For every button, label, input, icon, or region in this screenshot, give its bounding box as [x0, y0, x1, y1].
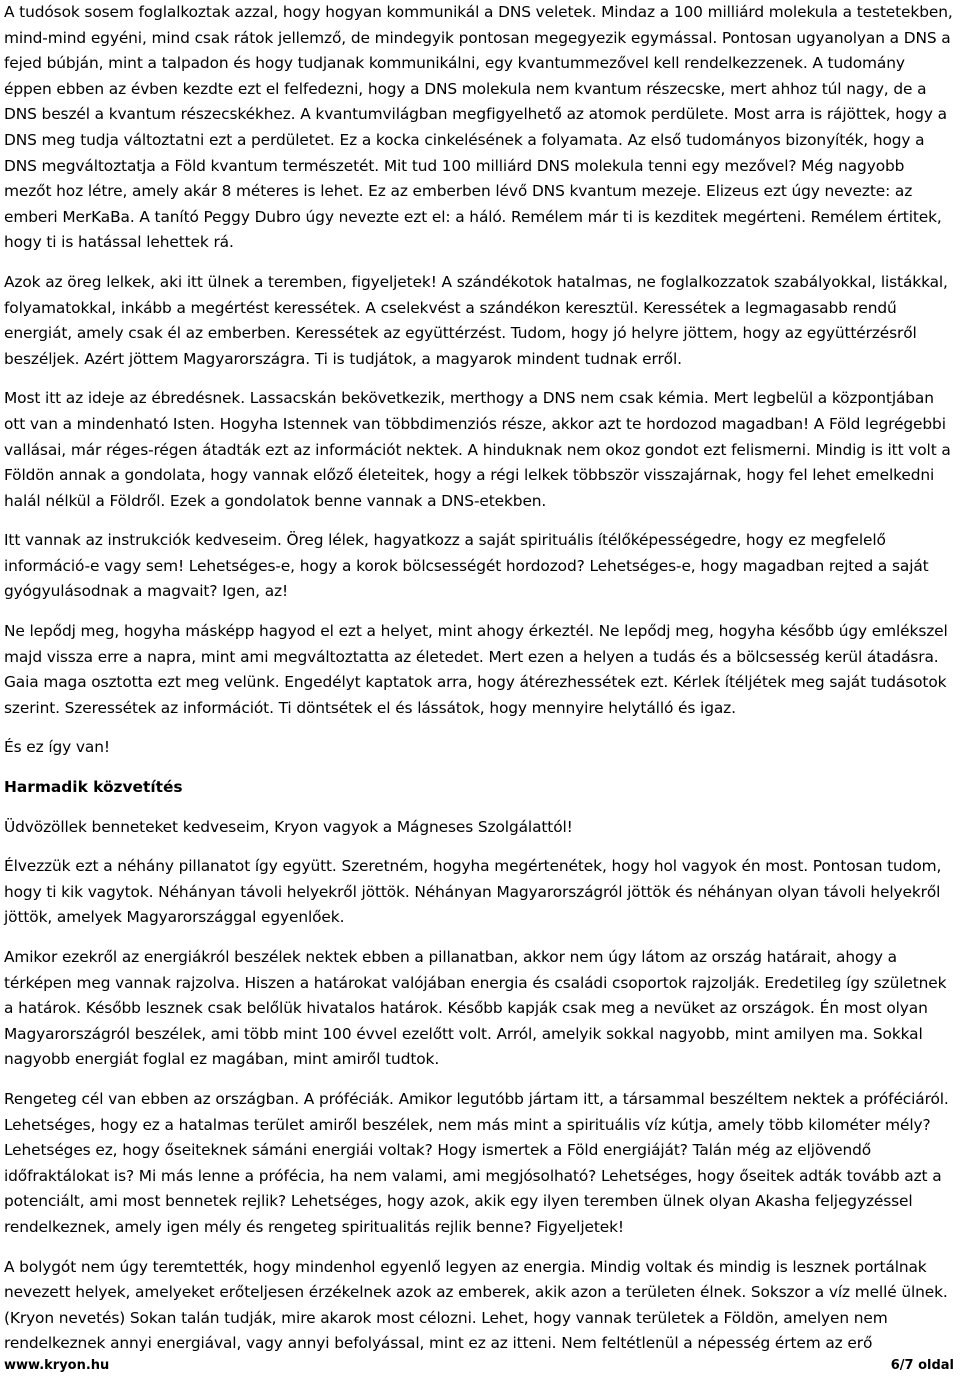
- footer-site-link[interactable]: www.kryon.hu: [4, 1358, 110, 1373]
- body-paragraph: Üdvözöllek benneteket kedveseim, Kryon vagyok a Mágneses Szolgálattól!: [4, 817, 573, 836]
- section-heading: Harmadik közvetítés: [4, 778, 183, 797]
- body-paragraph: Ne lepődj meg, hogyha másképp hagyod el ezt a helyet, mint ahogy érkeztél. Ne lepődj meg, hogyha később úgy emlékszel majd vissza erre a napra, mint ami megváltoztatta az életedet. Mert ezen a helyen a tudás és a bölcsesség kerül átadásra. Gaia maga osztotta ezt meg velünk. Engedélyt kaptatok arra, hogy átérezhessétek ezt. Kérlek ítéljétek meg saját tudásotok szerint. Szeressétek az információt. Ti döntsétek el és lássátok, hogy mennyire helytálló és igaz.: [4, 622, 948, 717]
- body-paragraph: Élvezzük ezt a néhány pillanatot így együtt. Szeretném, hogyha megértenétek, hogy hol vagyok én most. Pontosan tudom, hogy ti kik vagytok. Néhányan távoli helyekről jöttök. Néhányan Magyarországról jöttök és néhányan olyan távoli helyekről jöttök, amelyek Magyarországgal egyenlőek.: [4, 857, 942, 927]
- body-paragraph: Itt vannak az instrukciók kedveseim. Öreg lélek, hagyatkozz a saját spirituális ítélőképességedre, hogy ez megfelelő információ-e vagy sem! Lehetséges-e, hogy a korok bölcsességét hordozod? Lehetséges-e, hogy magadban rejted a saját gyógyulásodnak a magvait? Igen, az!: [4, 531, 929, 601]
- body-paragraph: Rengeteg cél van ebben az országban. A próféciák. Amikor legutóbb jártam itt, a társammal beszéltem nektek a próféciáról. Lehetséges, hogy ez a hatalmas terület amiről beszélek, nem más mint a spirituális víz kútja, amely több kilométer mély? Lehetséges ez, hogy őseiteknek sámáni energiái voltak? Hogy ismertek a Föld energiáját? Talán még az eljövendő időfraktálokat is? Mi más lenne a prófécia, ha nem valami, ami megjósolható? Lehetséges, hogy őseitek adták tovább azt a potenciált, ami most bennetek rejlik? Lehetséges, hogy azok, akik egy ilyen teremben ülnek olyan Akasha feljegyzéssel rendelkeznek, amely igen mély és rengeteg spiritualitás rejlik benne? Figyeljetek!: [4, 1089, 949, 1236]
- body-paragraph: A bolygót nem úgy teremtették, hogy mindenhol egyenlő legyen az energia. Mindig voltak és mindig is lesznek portálnak nevezett helyek, amelyeket erőteljesen érzékelnek azok az emberek, akik azon a területen élnek. Sokszor a víz mellé ülnek. (Kryon nevetés) Sokan talán tudják, mire akarok most célozni. Lehet, hogy vannak területek a Földön, amelyen nem rendelkeznek annyi energiával, vagy annyi befolyással, mint ez az itteni. Nem feltétlenül a népesség értem az erő: [4, 1257, 948, 1353]
- body-paragraph: Most itt az ideje az ébredésnek. Lassacskán bekövetkezik, merthogy a DNS nem csak kémia. Mert legbelül a központjában ott van a mindenható Isten. Hogyha Istennek van többdimenziós része, akkor azt te hordozod magadban! A Föld legrégebbi vallásai, már réges-régen átadták ezt az információt nektek. A hinduknak nem okoz gondot ezt felismerni. Mindig is itt volt a Földön annak a gondolata, hogy vannak előző életeitek, hogy a régi lelkek többször visszajárnak, hogy fel lehet emelkedni halál nélkül a Földről. Ezek a gondolatok benne vannak a DNS-etekben.: [4, 389, 951, 510]
- page-footer: [4, 1353, 954, 1373]
- page-number: 6/7 oldal: [890, 1358, 954, 1373]
- document-page: [4, 0, 956, 1371]
- body-paragraph: Amikor ezekről az energiákról beszélek nektek ebben a pillanatban, akkor nem úgy látom az ország határait, ahogy a térképen meg vannak rajzolva. Hiszen a határokat valójában energia és családi csoportok rajzolják. Eredetileg így születnek a határok. Később lesznek csak belőlük hivatalos határok. Később kapják csak meg a nevüket az országok. Én most olyan Magyarországról beszélek, ami több mint 100 évvel ezelőtt volt. Arról, amelyik sokkal nagyobb, mint amilyen ma. Sokkal nagyobb energiát foglal ez magában, mint amiről tudtok.: [4, 948, 947, 1069]
- body-paragraph: A tudósok sosem foglalkoztak azzal, hogy hogyan kommunikál a DNS veletek. Mindaz a 100 milliárd molekula a testetekben, mind-mind egyéni, mind csak rátok jellemző, de mindegyik pontosan megegyezik egymással. Pontosan ugyanolyan a DNS a fejed búbján, mint a talpadon és hogy tudjanak kommunikálni, egy kvantummezővel kell rendelkezzenek. A tudomány éppen ebben az évben kezdte ezt el felfedezni, hogy a DNS molekula nem kvantum részecske, mert ahhoz túl nagy, de a DNS beszél a kvantum részecskékhez. A kvantumvilágban megfigyelhető az atomok perdülete. Most arra is rájöttek, hogy a DNS meg tudja változtatni ezt a perdületet. Ez a kocka cinkelésének a folyamata. Az első tudományos bizonyíték, hogy a DNS megváltoztatja a Föld kvantum természetét. Mit tud 100 milliárd DNS molekula tenni egy mezővel? Még nagyobb mezőt hoz létre, amely akár 8 méteres is lehet. Ez az emberben lévő DNS kvantum mezeje. Elizeus ezt úgy nevezte: az emberi MerKaBa. A tanító Peggy Dubro úgy nevezte ezt el: a háló. Remélem már ti is kezditek megérteni. Remélem értitek, hogy ti is hatással lehettek rá.: [4, 3, 953, 252]
- body-paragraph: És ez így van!: [4, 738, 110, 757]
- body-paragraph: Azok az öreg lelkek, aki itt ülnek a teremben, figyeljetek! A szándékotok hatalmas, ne foglalkozzatok szabályokkal, listákkal, folyamatokkal, inkább a megértést keressétek. A cselekvést a szándékon keresztül. Keressétek a legmagasabb rendű energiát, amely csak él az emberben. Keressétek az együttérzést. Tudom, hogy jó helyre jöttem, hogy az együttérzésről beszéljek. Azért jöttem Magyarországra. Ti is tudjátok, a magyarok mindent tudnak erről.: [4, 272, 948, 368]
